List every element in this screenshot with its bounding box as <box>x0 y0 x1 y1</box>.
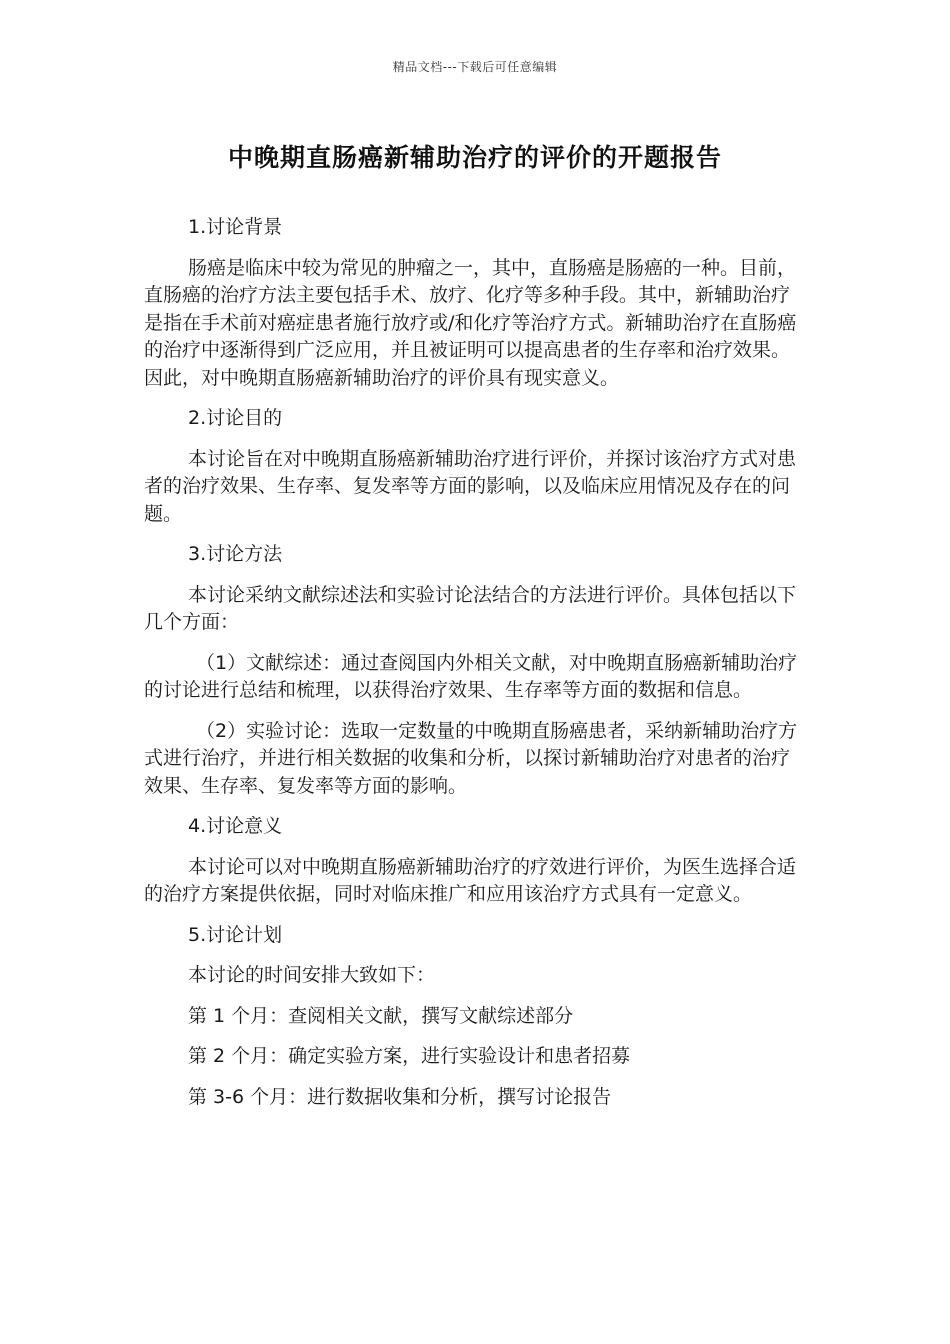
section-heading-significance: 4.讨论意义 <box>188 815 283 837</box>
method-item-experiment: （2）实验讨论：选取一定数量的中晚期直肠癌患者，采纳新辅助治疗方式进行治疗，并进行相关数据的收集和分析，以探讨新辅助治疗对患者的治疗效果、生存率、复发率等方面的影响。 <box>144 719 798 797</box>
plan-item-month-2: 第 2 个月：确定实验方案，进行实验设计和患者招募 <box>188 1045 631 1067</box>
header-note: 精品文档---下载后可任意编辑 <box>392 60 558 74</box>
document-title: 中晚期直肠癌新辅助治疗的评价的开题报告 <box>227 143 722 172</box>
paragraph-background: 肠癌是临床中较为常见的肿瘤之一，其中，直肠癌是肠癌的一种。目前，直肠癌的治疗方法主要包括手术、放疗、化疗等多种手段。其中，新辅助治疗是指在手术前对癌症患者施行放疗或/和化疗等治疗方式。新辅助治疗在直肠癌的治疗中逐渐得到广泛应用，并且被证明可以提高患者的生存率和治疗效果。因此，对中晚期直肠癌新辅助治疗的评价具有现实意义。 <box>144 256 797 389</box>
plan-item-month-3-6: 第 3-6 个月：进行数据收集和分析，撰写讨论报告 <box>188 1085 612 1108</box>
paragraph-plan-intro: 本讨论的时间安排大致如下： <box>188 964 436 986</box>
section-heading-plan: 5.讨论计划 <box>188 923 283 946</box>
paragraph-purpose: 本讨论旨在对中晚期直肠癌新辅助治疗进行评价，并探讨该治疗方式对患者的治疗效果、生存率、复发率等方面的影响，以及临床应用情况及存在的问题。 <box>144 447 797 525</box>
paragraph-significance: 本讨论可以对中晚期直肠癌新辅助治疗的疗效进行评价，为医生选择合适的治疗方案提供依据，同时对临床推广和应用该治疗方式具有一定意义。 <box>144 855 797 905</box>
method-item-literature-review: （1）文献综述：通过查阅国内外相关文献，对中晚期直肠癌新辅助治疗的讨论进行总结和梳理，以获得治疗效果、生存率等方面的数据和信息。 <box>144 651 798 701</box>
section-heading-purpose: 2.讨论目的 <box>188 407 283 429</box>
section-heading-background: 1.讨论背景 <box>188 216 283 238</box>
document-body <box>144 214 808 1124</box>
paragraph-method: 本讨论采纳文献综述法和实验讨论法结合的方法进行评价。具体包括以下几个方面： <box>144 583 797 633</box>
plan-item-month-1: 第 1 个月：查阅相关文献，撰写文献综述部分 <box>188 1004 574 1027</box>
section-heading-method: 3.讨论方法 <box>188 543 283 565</box>
